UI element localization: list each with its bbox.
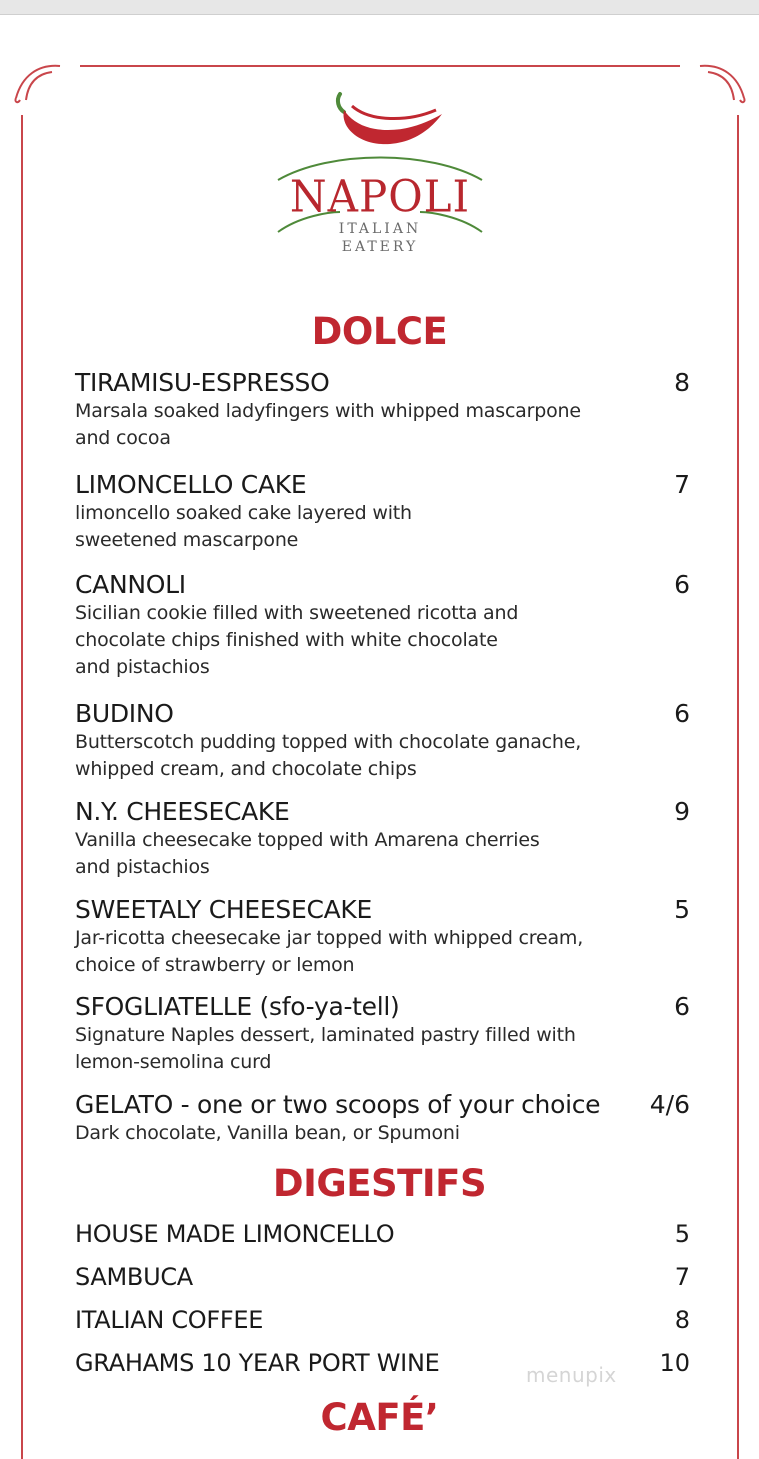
item-name: SFOGLIATELLE (sfo-ya-tell) xyxy=(75,992,400,1021)
item-name: GELATO - one or two scoops of your choice xyxy=(75,1090,601,1119)
item-description: Marsala soaked ladyfingers with whipped mascarpone and cocoa xyxy=(75,400,581,449)
item-name: SAMBUCA xyxy=(75,1263,193,1291)
item-price: 6 xyxy=(674,992,690,1021)
item-price: 8 xyxy=(674,368,690,397)
logo-tagline-2: EATERY xyxy=(341,239,419,255)
item-description: Dark chocolate, Vanilla bean, or Spumoni xyxy=(75,1122,460,1144)
section-title-cafe: CAFÉ’ xyxy=(320,1396,439,1439)
item-price: 6 xyxy=(674,570,690,599)
item-name: ITALIAN COFFEE xyxy=(75,1306,264,1334)
item-description: Vanilla cheesecake topped with Amarena cherries and pistachios xyxy=(75,829,540,878)
item-name: TIRAMISU-ESPRESSO xyxy=(75,368,330,397)
item-price: 10 xyxy=(659,1349,690,1377)
item-price: 6 xyxy=(674,699,690,728)
item-price: 5 xyxy=(674,1220,690,1248)
item-description: Jar-ricotta cheesecake jar topped with whipped cream, choice of strawberry or lemon xyxy=(75,927,584,976)
item-name: HOUSE MADE LIMONCELLO xyxy=(75,1220,395,1248)
item-name: BUDINO xyxy=(75,699,174,728)
item-description: Sicilian cookie filled with sweetened ricotta and chocolate chips finished with white chocolate and pistachios xyxy=(75,602,519,678)
item-description: limoncello soaked cake layered with sweetened mascarpone xyxy=(75,502,412,551)
logo-name: NAPOLI xyxy=(289,170,471,223)
item-name: LIMONCELLO CAKE xyxy=(75,470,307,499)
logo-tagline-1: ITALIAN xyxy=(338,221,422,237)
item-name: N.Y. CHEESECAKE xyxy=(75,797,290,826)
item-price: 9 xyxy=(674,797,690,826)
item-price: 7 xyxy=(674,1263,690,1291)
item-description: Signature Naples dessert, laminated pastry filled with lemon-semolina curd xyxy=(75,1024,576,1073)
item-description: Butterscotch pudding topped with chocolate ganache, whipped cream, and chocolate chips xyxy=(75,731,582,780)
section-title-digestifs: DIGESTIFS xyxy=(272,1162,487,1205)
item-name: GRAHAMS 10 YEAR PORT WINE xyxy=(75,1349,440,1377)
item-price: 4/6 xyxy=(649,1090,690,1119)
item-price: 7 xyxy=(674,470,690,499)
watermark: menupix xyxy=(526,1363,617,1387)
corner-flourish-icon xyxy=(15,66,60,102)
corner-flourish-icon xyxy=(700,66,745,102)
item-price: 8 xyxy=(674,1306,690,1334)
item-price: 5 xyxy=(674,895,690,924)
napoli-logo xyxy=(270,88,490,260)
item-name: SWEETALY CHEESECAKE xyxy=(75,895,372,924)
section-title-dolce: DOLCE xyxy=(311,310,448,353)
item-name: CANNOLI xyxy=(75,570,186,599)
